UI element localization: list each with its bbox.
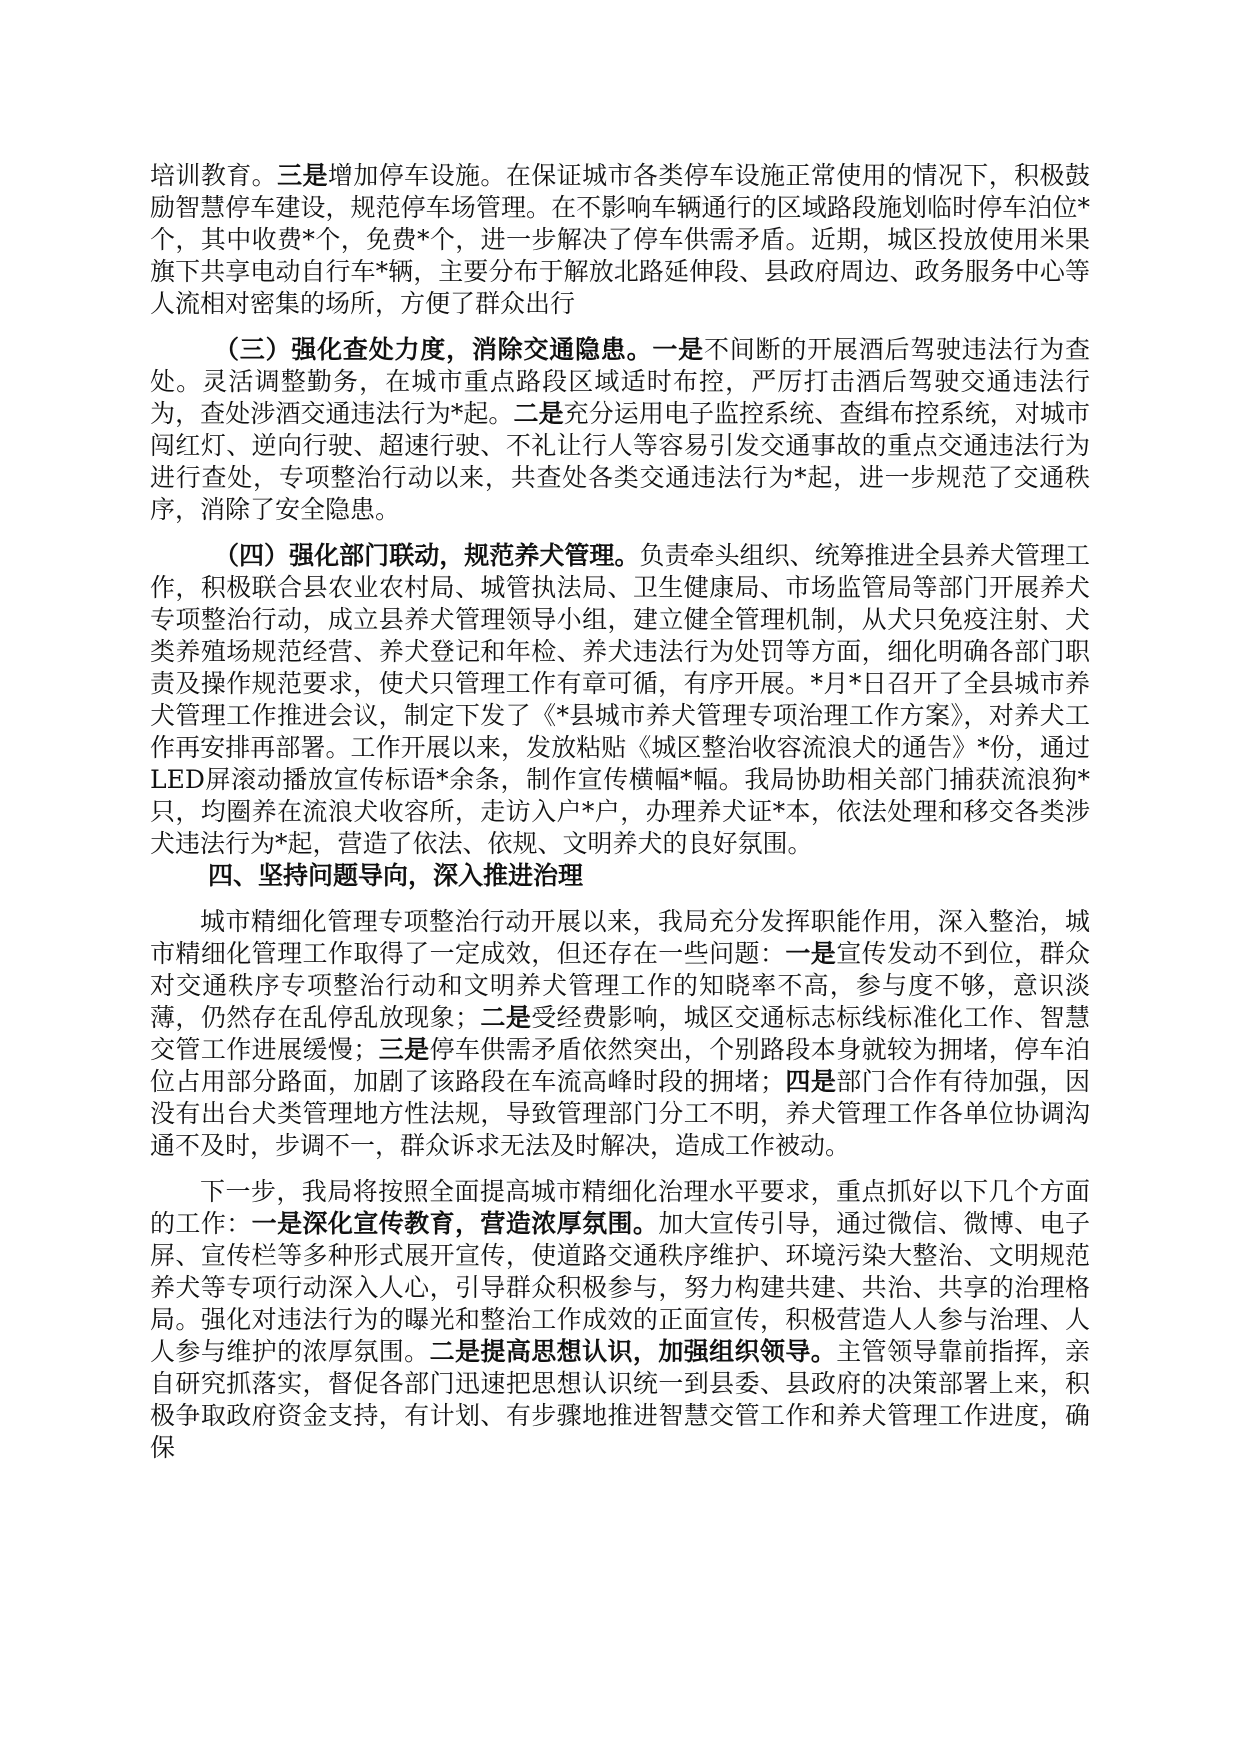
bold-keyword: 四是: [784, 1067, 837, 1096]
text-run: 城市精细化管理专项整治行动开展以来，我局充分发挥职能作用，深入整治，城市精细化管理工作取得了一定成效，但还存在一些问题：: [150, 907, 1090, 968]
text-run: 宣传发动不到位，群众对交通秩序专项整治行动和文明养犬管理工作的知晓率不高，参与度不够，意识淡薄，仍然存在乱停乱放现象；: [150, 939, 1090, 1032]
paragraph-enforcement: [150, 334, 1090, 526]
text-run: 不间断的开展酒后驾驶违法行为查处。灵活调整勤务，在城市重点路段区域适时布控，严厉打击酒后驾驶交通违法行为，查处涉酒交通违法行为*起。: [150, 335, 1090, 428]
text-run: 部门合作有待加强，因没有出台犬类管理地方性法规，导致管理部门分工不明，养犬管理工作各单位协调沟通不及时，步调不一，群众诉求无法及时解决，造成工作被动。: [150, 1067, 1090, 1160]
text-run: 停车供需矛盾依然突出，个别路段本身就较为拥堵，停车泊位占用部分路面，加剧了该路段在车流高峰时段的拥堵；: [150, 1035, 1090, 1096]
bold-keyword: 三是: [378, 1035, 430, 1064]
section-heading: 四、坚持问题导向，深入推进治理: [208, 861, 584, 890]
bold-keyword: 三是: [277, 161, 328, 190]
subsection-title: （四）强化部门联动，规范养犬管理。: [214, 541, 640, 570]
bold-keyword: 一是: [785, 939, 837, 968]
paragraph-problems: [150, 906, 1090, 1162]
paragraph-parking: [150, 160, 1090, 320]
text-run: 下一步，我局将按照全面提高城市精细化治理水平要求，重点抓好以下几个方面的工作：: [150, 1177, 1090, 1238]
document-page: [150, 160, 1090, 1464]
text-run: 充分运用电子监控系统、查缉布控系统，对城市闯红灯、逆向行驶、超速行驶、不礼让行人等容易引发交通事故的重点交通违法行为进行查处，专项整治行动以来，共查处各类交通违法行为*起，进一步规范了交通秩序，消除了安全隐患。: [150, 399, 1090, 524]
text-run: 增加停车设施。在保证城市各类停车设施正常使用的情况下，积极鼓励智慧停车建设，规范停车场管理。在不影响车辆通行的区域路段施划临时停车泊位*个，其中收费*个，免费*个，进一步解决了停车供需矛盾。近期，城区投放使用米果旗下共享电动自行车*辆，主要分布于解放北路延伸段、县政府周边、政务服务中心等人流相对密集的场所，方便了群众出行: [150, 161, 1090, 318]
subsection-title: （三）强化查处力度，消除交通隐患。: [214, 335, 653, 364]
paragraph-next-steps: [150, 1176, 1090, 1464]
bold-keyword: 二是: [513, 399, 564, 428]
paragraph-dog-management: [150, 540, 1090, 860]
bold-keyword: 一是深化宣传教育，营造浓厚氛围。: [251, 1209, 659, 1238]
text-run: 受经费影响，城区交通标志标线标准化工作、智慧交管工作进展缓慢；: [150, 1003, 1090, 1064]
bold-keyword: 一是: [652, 335, 704, 364]
text-run: 培训教育。: [150, 161, 278, 190]
text-run: 加大宣传引导，通过微信、微博、电子屏、宣传栏等多种形式展开宣传，使道路交通秩序维护、环境污染大整治、文明规范养犬等专项行动深入人心，引导群众积极参与，努力构建共建、共治、共享的治理格局。强化对违法行为的曝光和整治工作成效的正面宣传，积极营造人人参与治理、人人参与维护的浓厚氛围。: [150, 1209, 1090, 1366]
text-run: 主管领导靠前指挥，亲自研究抓落实，督促各部门迅速把思想认识统一到县委、县政府的决策部署上来，积极争取政府资金支持，有计划、有步骤地推进智慧交管工作和养犬管理工作进度，确保: [150, 1337, 1090, 1462]
bold-keyword: 二是: [480, 1003, 532, 1032]
text-run: 负责牵头组织、统筹推进全县养犬管理工作，积极联合县农业农村局、城管执法局、卫生健康局、市场监管局等部门开展养犬专项整治行动，成立县养犬管理领导小组，建立健全管理机制，从犬只免疫注射、犬类养殖场规范经营、养犬登记和年检、养犬违法行为处罚等方面，细化明确各部门职责及操作规范要求，使犬只管理工作有章可循，有序开展。*月*日召开了全县城市养犬管理工作推进会议，制定下发了《*县城市养犬管理专项治理工作方案》，对养犬工作再安排再部署。工作开展以来，发放粘贴《城区整治收容流浪犬的通告》*份，通过LED屏滚动播放宣传标语*余条，制作宣传横幅*幅。我局协助相关部门捕获流浪狗*只，均圈养在流浪犬收容所，走访入户*户，办理养犬证*本，依法处理和移交各类涉犬违法行为*起，营造了依法、依规、文明养犬的良好氛围。: [150, 541, 1090, 858]
bold-keyword: 二是提高思想认识，加强组织领导。: [429, 1337, 837, 1366]
